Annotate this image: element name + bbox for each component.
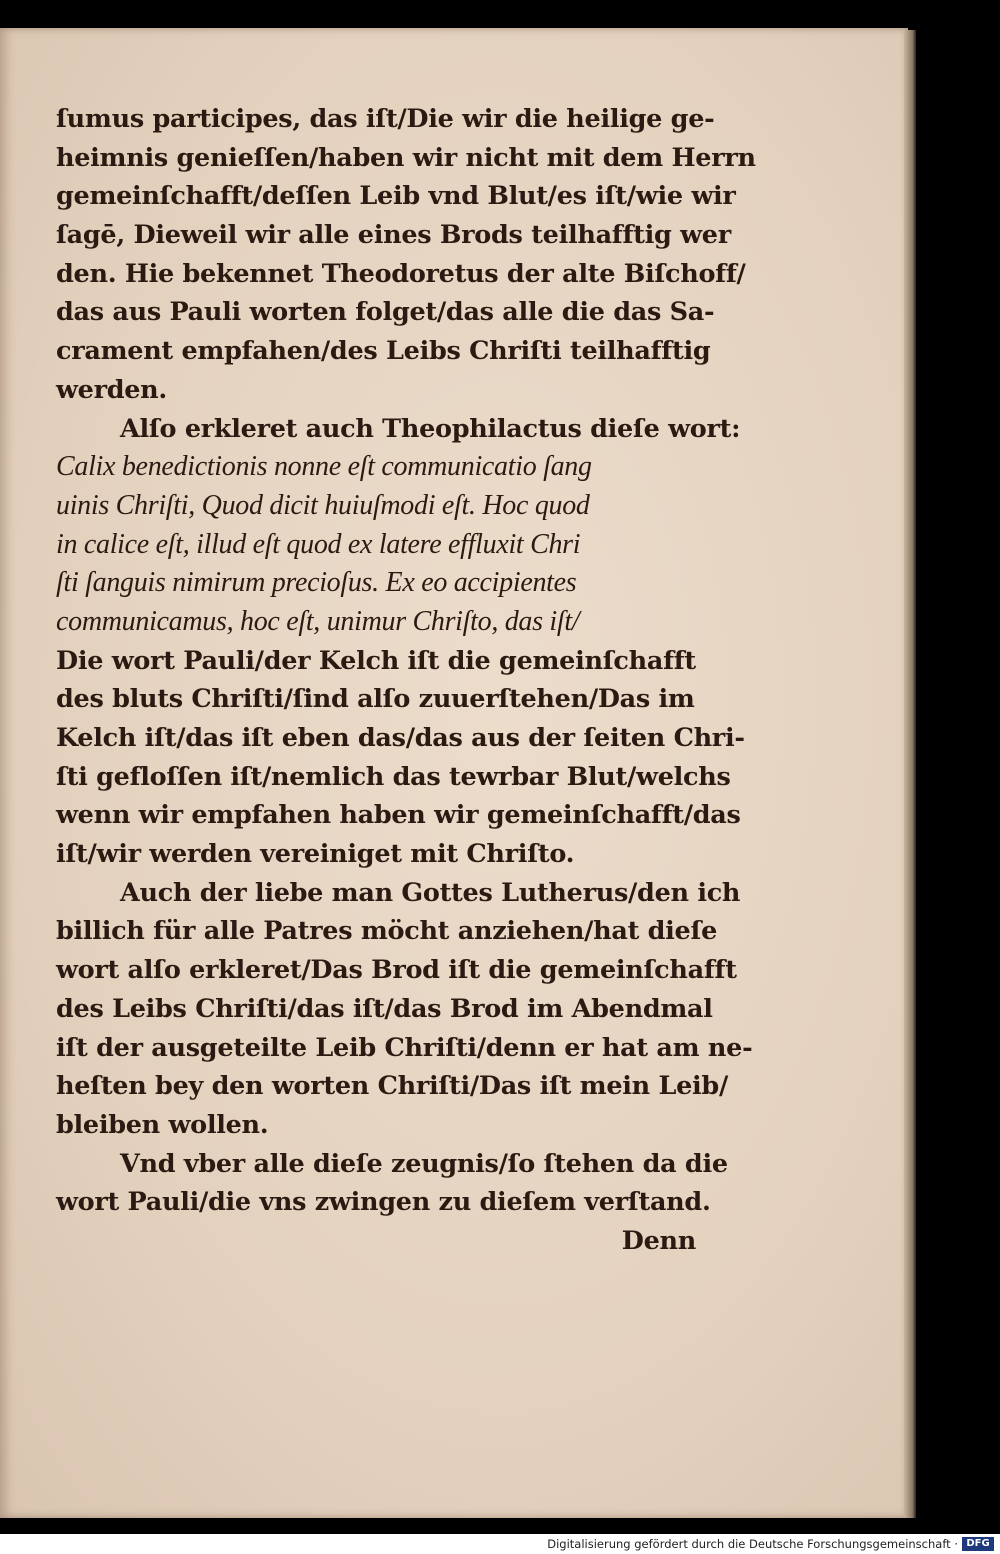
catchword: Denn bbox=[621, 1225, 696, 1256]
latin-line: ſti ſanguis nimirum precioſus. Ex eo accipientes bbox=[56, 567, 577, 599]
text-line: ſumus participes, das iſt/Die wir die heilige ge‑ bbox=[56, 104, 715, 134]
text-line: des bluts Chriſti/ſind alſo zuuerſtehen/Das im bbox=[56, 684, 695, 715]
text-line: den. Hie bekennet Theodoretus der alte Biſchoff/ bbox=[56, 258, 746, 289]
latin-line: uinis Chriſti, Quod dicit huiuſmodi eſt. Hoc quod bbox=[56, 489, 590, 521]
dfg-logo: DFG bbox=[962, 1537, 994, 1551]
text-line: wort alſo erkleret/Das Brod iſt die gemeinſchafft bbox=[56, 955, 737, 986]
latin-line: Calix benedictionis nonne eſt communicatio ſang bbox=[56, 451, 592, 483]
text-line: heimnis genieſſen/haben wir nicht mit dem Herrn bbox=[56, 142, 756, 173]
text-line: iſt/wir werden vereiniget mit Chriſto. bbox=[56, 839, 575, 870]
latin-line: in calice eſt, illud eſt quod ex latere effluxit Chri bbox=[56, 528, 581, 560]
text-line: ſti gefloſſen iſt/nemlich das tewrbar Blut/welchs bbox=[56, 761, 731, 792]
text-line: des Leibs Chriſti/das iſt/das Brod im Abendmal bbox=[56, 993, 713, 1024]
text-line: iſt der ausgeteilte Leib Chriſti/denn er hat am ne‑ bbox=[56, 1032, 753, 1063]
text-line: heſten bey den worten Chriſti/Das iſt mein Leib/ bbox=[56, 1071, 728, 1102]
text-line: gemeinſchafft/deſſen Leib vnd Blut/es iſt/wie wir bbox=[56, 181, 736, 212]
text-line: ſagē, Dieweil wir alle eines Brods teilhafftig wer bbox=[56, 220, 731, 251]
text-line: crament empfahen/des Leibs Chriſti teilhafftig bbox=[56, 336, 711, 367]
page-edge bbox=[904, 30, 916, 1518]
text-line: werden. bbox=[56, 374, 167, 405]
funding-credit: Digitalisierung gefördert durch die Deutsche Forschungsgemeinschaft · bbox=[547, 1537, 958, 1551]
text-line: Vnd vber alle dieſe zeugnis/ſo ſtehen da die bbox=[120, 1148, 728, 1179]
text-line: bleiben wollen. bbox=[56, 1109, 269, 1140]
text-line: Alſo erkleret auch Theophilactus dieſe wort: bbox=[120, 413, 741, 444]
text-line: billich für alle Patres möcht anziehen/hat dieſe bbox=[56, 916, 718, 947]
text-line: Die wort Pauli/der Kelch iſt die gemeinſchafft bbox=[56, 645, 696, 676]
text-line: das aus Pauli worten folget/das alle die das Sa‑ bbox=[56, 297, 715, 328]
latin-line: communicamus, hoc eſt, unimur Chriſto, das iſt/ bbox=[56, 605, 580, 637]
page-text bbox=[56, 100, 756, 1261]
text-line: Auch der liebe man Gottes Lutherus/den ich bbox=[120, 877, 741, 908]
text-line: wort Pauli/die vns zwingen zu dieſem verſtand. bbox=[56, 1187, 711, 1218]
text-line: Kelch iſt/das iſt eben das/das aus der ſeiten Chri‑ bbox=[56, 723, 745, 753]
text-line: wenn wir empfahen haben wir gemeinſchafft/das bbox=[56, 800, 741, 831]
